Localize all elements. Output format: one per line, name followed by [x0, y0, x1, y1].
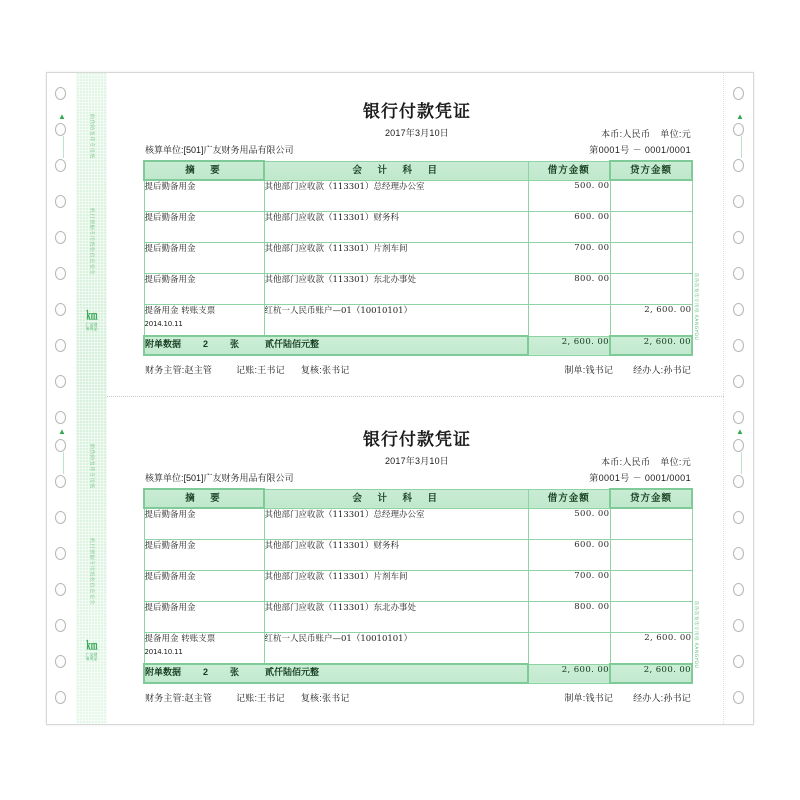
cell-summary — [144, 633, 264, 665]
org-label: 核算单位: — [145, 473, 184, 483]
feed-hole — [55, 267, 66, 280]
side-microprint-2: 防伪防复印专用纸 KANGYOU — [693, 601, 698, 669]
table-row — [144, 212, 692, 243]
org-label: 核算单位: — [145, 145, 184, 155]
feed-hole — [55, 87, 66, 100]
feed-alignment-arrow-icon: ▲ — [58, 427, 66, 436]
brand-logo-2 — [84, 641, 100, 661]
org-value: [501]广友财务用品有限公司 — [183, 473, 294, 483]
col-header-debit: 借方金额 — [528, 489, 610, 508]
feed-hole — [55, 511, 66, 524]
signatures-left — [145, 691, 350, 704]
feed-hole — [733, 475, 744, 488]
feed-hole — [55, 195, 66, 208]
brand-logo — [84, 311, 100, 331]
cell-credit: 2, 600. 00 — [610, 633, 692, 665]
feed-hole — [733, 547, 744, 560]
amount-in-words: 贰仟陆佰元整 — [265, 339, 320, 349]
totals-row — [144, 664, 692, 683]
feed-hole — [55, 619, 66, 632]
summary-subtext: 2014.10.11 — [144, 320, 183, 328]
feed-hole — [733, 439, 744, 452]
feed-hole — [55, 691, 66, 704]
feed-hole — [733, 619, 744, 632]
voucher-title: 银行付款凭证 — [363, 430, 471, 450]
col-header-summary: 摘 要 — [144, 161, 264, 180]
table-row — [144, 508, 692, 540]
cell-summary — [144, 602, 264, 633]
voucher-title: 银行付款凭证 — [363, 102, 471, 122]
summary-text: 提后勤备用金 — [144, 541, 196, 551]
feed-hole — [55, 303, 66, 316]
table-body — [144, 508, 692, 664]
cell-credit — [610, 243, 692, 274]
feed-hole — [55, 123, 66, 136]
cell-summary — [144, 540, 264, 571]
cell-subject: 其他部门应收款（113301）片剂车间 — [264, 243, 528, 274]
cell-debit: 700. 00 — [528, 243, 610, 274]
cell-summary — [144, 274, 264, 305]
cell-debit: 800. 00 — [528, 274, 610, 305]
voucher-number: 第0001号 － 0001/0001 — [589, 145, 691, 155]
col-header-summary: 摘 要 — [144, 489, 264, 508]
voucher-number: 第0001号 － 0001/0001 — [589, 473, 691, 483]
brand-mark-icon: ㎞ — [86, 640, 97, 652]
cell-debit: 600. 00 — [528, 212, 610, 243]
reviewer-label: 复核: — [300, 365, 322, 375]
attachment-cell — [144, 336, 528, 355]
summary-text: 提备用金 转账支票 — [144, 306, 216, 316]
reviewer-label: 复核: — [300, 693, 322, 703]
feed-hole — [55, 411, 66, 424]
preparer-name: 钱书记 — [585, 365, 614, 375]
signatures-right — [564, 363, 691, 376]
preparer-label: 制单: — [564, 693, 586, 703]
cell-credit — [610, 508, 692, 540]
table-row — [144, 540, 692, 571]
feed-hole — [733, 231, 744, 244]
voucher-copy-2 — [143, 425, 691, 705]
feed-hole — [733, 411, 744, 424]
total-credit: 2, 600. 00 — [610, 664, 692, 683]
total-debit: 2, 600. 00 — [528, 664, 610, 683]
feed-hole — [55, 583, 66, 596]
band-text-middle: 机打票据专用纸张信息安全 — [88, 207, 94, 276]
cell-debit: 600. 00 — [528, 540, 610, 571]
feed-hole — [55, 439, 66, 452]
security-tint-band — [76, 73, 107, 724]
perforation-line-horizontal — [76, 396, 724, 397]
feed-hole — [733, 195, 744, 208]
voucher-meta-row — [143, 471, 691, 486]
total-credit: 2, 600. 00 — [610, 336, 692, 355]
cell-subject: 其他部门应收款（113301）总经理办公室 — [264, 508, 528, 540]
org-value: [501]广友财务用品有限公司 — [183, 145, 294, 155]
feed-hole — [55, 375, 66, 388]
table-header-row — [144, 161, 692, 180]
cell-credit — [610, 180, 692, 212]
finance-manager-name: 赵主管 — [184, 693, 213, 703]
feed-alignment-stem — [741, 136, 742, 158]
table-body — [144, 180, 692, 336]
unit-label: 单位:元 — [660, 457, 691, 467]
band-text-top-2: 防伪防复印专用纸 — [88, 444, 94, 489]
voucher-table — [143, 160, 693, 356]
finance-manager-label: 财务主管: — [145, 693, 185, 703]
col-header-debit: 借方金额 — [528, 161, 610, 180]
feed-hole — [733, 691, 744, 704]
signature-row — [143, 691, 691, 705]
table-row — [144, 243, 692, 274]
preparer-name: 钱书记 — [585, 693, 614, 703]
handler-label: 经办人: — [633, 693, 664, 703]
cell-subject: 其他部门应收款（113301）东北办事处 — [264, 274, 528, 305]
table-row — [144, 274, 692, 305]
feed-hole — [55, 231, 66, 244]
feed-hole — [55, 475, 66, 488]
org-unit — [145, 143, 294, 156]
feed-hole — [733, 339, 744, 352]
feed-hole — [733, 123, 744, 136]
attach-label: 附单数据 — [145, 667, 182, 677]
feed-hole — [733, 375, 744, 388]
reviewer-name: 张书记 — [321, 365, 350, 375]
cell-credit — [610, 274, 692, 305]
amount-in-words: 贰仟陆佰元整 — [265, 667, 320, 677]
reviewer-name: 张书记 — [321, 693, 350, 703]
table-footer — [144, 664, 692, 683]
voucher-meta-row — [143, 143, 691, 158]
cell-subject: 其他部门应收款（113301）财务科 — [264, 540, 528, 571]
cell-credit — [610, 602, 692, 633]
feed-hole — [733, 159, 744, 172]
voucher-table — [143, 488, 693, 684]
cell-debit — [528, 633, 610, 665]
cell-credit — [610, 571, 692, 602]
feed-alignment-arrow-icon: ▲ — [58, 112, 66, 121]
currency-label: 本币:人民币 — [600, 457, 651, 467]
voucher-copy-1 — [143, 97, 691, 377]
feed-hole — [733, 303, 744, 316]
cell-debit: 700. 00 — [528, 571, 610, 602]
summary-text: 提备用金 转账支票 — [144, 634, 216, 644]
signature-row — [143, 363, 691, 377]
feed-hole — [733, 267, 744, 280]
summary-text: 提后勤备用金 — [144, 275, 196, 285]
feed-hole — [55, 547, 66, 560]
unit-label: 单位:元 — [660, 129, 691, 139]
feed-hole — [733, 511, 744, 524]
summary-text: 提后勤备用金 — [144, 603, 196, 613]
cell-summary — [144, 305, 264, 337]
cell-subject: 其他部门应收款（113301）财务科 — [264, 212, 528, 243]
attach-count: 2 — [203, 667, 209, 677]
table-row — [144, 571, 692, 602]
cell-summary — [144, 180, 264, 212]
signatures-left — [145, 363, 350, 376]
attach-unit: 张 — [230, 339, 240, 349]
brand-name: 广友财务用品 — [85, 321, 98, 331]
voucher-date: 2017年3月10日 — [384, 456, 450, 466]
currency-unit-line — [601, 455, 691, 468]
cell-summary — [144, 571, 264, 602]
summary-text: 提后勤备用金 — [144, 510, 196, 520]
feed-hole — [55, 655, 66, 668]
feed-alignment-stem — [63, 136, 64, 158]
cell-subject: 其他部门应收款（113301）东北办事处 — [264, 602, 528, 633]
bookkeeper-name: 王书记 — [257, 693, 285, 703]
handler-name: 孙书记 — [663, 365, 691, 375]
currency-unit-line — [601, 127, 691, 140]
feed-alignment-stem — [63, 452, 64, 474]
summary-text: 提后勤备用金 — [144, 182, 196, 192]
cell-credit — [610, 540, 692, 571]
band-text-top: 防伪防复印专用纸 — [88, 114, 94, 159]
cell-summary — [144, 212, 264, 243]
attach-label: 附单数据 — [145, 339, 182, 349]
handler-name: 孙书记 — [663, 693, 691, 703]
cell-summary — [144, 243, 264, 274]
table-row — [144, 305, 692, 337]
attach-unit: 张 — [230, 667, 240, 677]
perforation-line-vertical — [723, 73, 724, 724]
cell-debit — [528, 305, 610, 337]
bookkeeper-label: 记账: — [236, 693, 258, 703]
feed-hole — [733, 583, 744, 596]
feed-alignment-stem — [741, 452, 742, 474]
feed-alignment-arrow-icon: ▲ — [736, 112, 744, 121]
table-row — [144, 180, 692, 212]
total-debit: 2, 600. 00 — [528, 336, 610, 355]
signatures-right — [564, 691, 691, 704]
tractor-feed-strip-left — [47, 73, 75, 724]
attach-count: 2 — [203, 339, 209, 349]
col-header-credit: 贷方金额 — [610, 161, 692, 180]
cell-subject: 红杭一人民币账户—01（10010101） — [264, 633, 528, 665]
brand-mark-icon: ㎞ — [86, 310, 97, 322]
summary-subtext: 2014.10.11 — [144, 648, 183, 656]
feed-hole — [733, 655, 744, 668]
org-unit — [145, 471, 294, 484]
table-footer — [144, 336, 692, 355]
summary-text: 提后勤备用金 — [144, 572, 196, 582]
bookkeeper-label: 记账: — [236, 365, 258, 375]
finance-manager-label: 财务主管: — [145, 365, 185, 375]
col-header-subject: 会 计 科 目 — [264, 489, 528, 508]
table-header-row — [144, 489, 692, 508]
side-microprint: 防伪防复印专用纸 KANGYOU — [693, 273, 698, 341]
cell-summary — [144, 508, 264, 540]
tractor-feed-strip-right — [725, 73, 753, 724]
cell-debit: 500. 00 — [528, 180, 610, 212]
cell-debit: 800. 00 — [528, 602, 610, 633]
currency-label: 本币:人民币 — [600, 129, 651, 139]
finance-manager-name: 赵主管 — [184, 365, 213, 375]
cell-subject: 红杭一人民币账户—01（10010101） — [264, 305, 528, 337]
feed-hole — [55, 339, 66, 352]
preparer-label: 制单: — [564, 365, 586, 375]
cell-subject: 其他部门应收款（113301）片剂车间 — [264, 571, 528, 602]
continuous-form-paper — [46, 72, 754, 725]
cell-credit — [610, 212, 692, 243]
table-row — [144, 633, 692, 665]
cell-debit: 500. 00 — [528, 508, 610, 540]
table-row — [144, 602, 692, 633]
summary-text: 提后勤备用金 — [144, 244, 196, 254]
col-header-subject: 会 计 科 目 — [264, 161, 528, 180]
band-text-middle-2: 机打票据专用纸张信息安全 — [88, 537, 94, 606]
attachment-cell — [144, 664, 528, 683]
cell-subject: 其他部门应收款（113301）总经理办公室 — [264, 180, 528, 212]
totals-row — [144, 336, 692, 355]
summary-text: 提后勤备用金 — [144, 213, 196, 223]
brand-name: 广友财务用品 — [85, 651, 98, 661]
bookkeeper-name: 王书记 — [257, 365, 285, 375]
cell-credit: 2, 600. 00 — [610, 305, 692, 337]
feed-hole — [733, 87, 744, 100]
voucher-date: 2017年3月10日 — [384, 128, 450, 138]
handler-label: 经办人: — [633, 365, 664, 375]
feed-alignment-arrow-icon: ▲ — [736, 427, 744, 436]
feed-hole — [55, 159, 66, 172]
col-header-credit: 贷方金额 — [610, 489, 692, 508]
